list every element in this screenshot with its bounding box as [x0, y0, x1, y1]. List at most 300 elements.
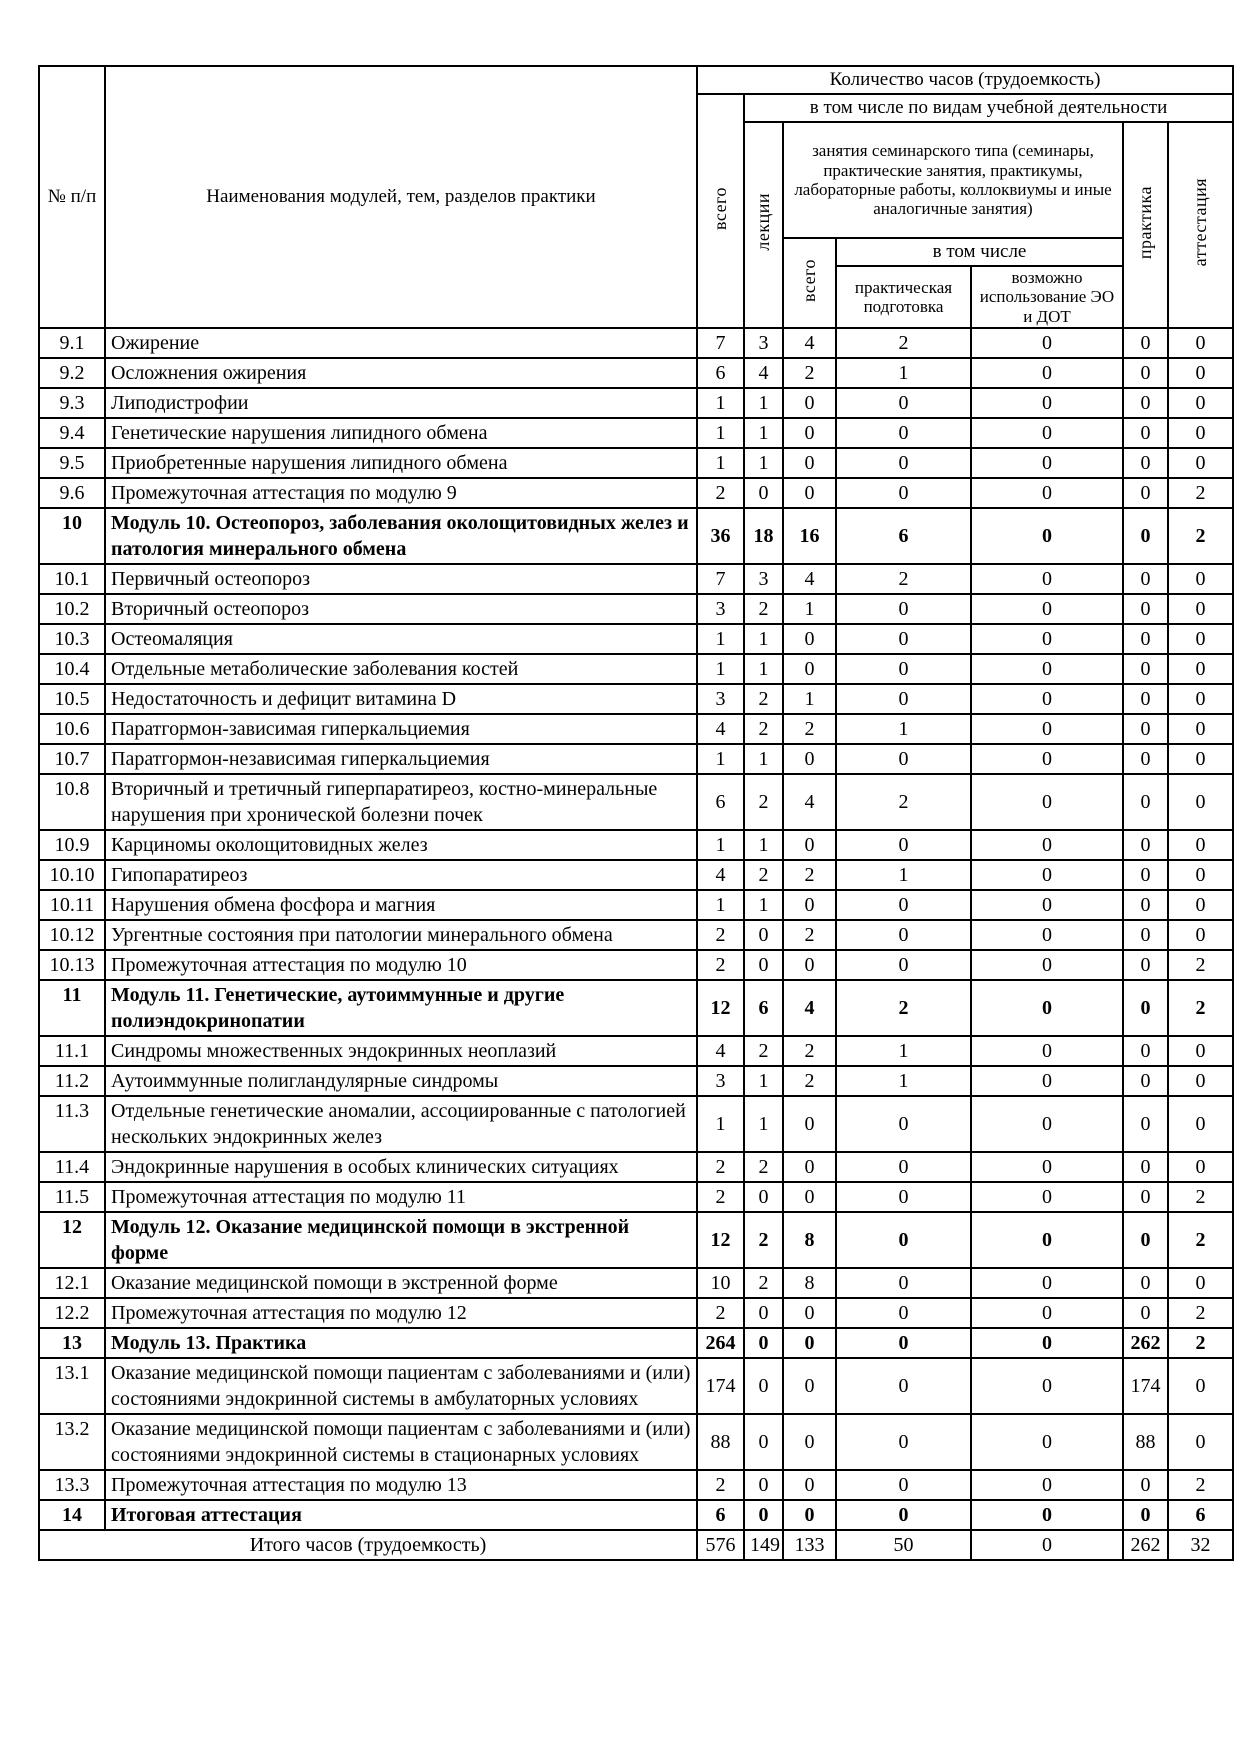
hours-cell: 2 — [1168, 980, 1233, 1036]
header-eo-dot: возможно использование ЭО и ДОТ — [971, 266, 1123, 328]
hours-cell: 0 — [1123, 980, 1168, 1036]
hours-cell: 0 — [836, 1096, 971, 1152]
row-title-cell: Липодистрофии — [105, 388, 697, 418]
hours-cell: 2 — [1168, 1298, 1233, 1328]
hours-cell: 0 — [783, 1328, 836, 1358]
hours-cell: 0 — [1123, 594, 1168, 624]
hours-cell: 1 — [744, 448, 783, 478]
totals-label: Итого часов (трудоемкость) — [39, 1530, 697, 1560]
row-title-cell: Оказание медицинской помощи в экстренной форме — [105, 1268, 697, 1298]
row-title-cell: Синдромы множественных эндокринных неоплазий — [105, 1036, 697, 1066]
hours-cell: 2 — [836, 564, 971, 594]
row-title-cell: Паратгормон-зависимая гиперкальциемия — [105, 714, 697, 744]
hours-cell: 0 — [744, 1414, 783, 1470]
row-number-cell: 9.1 — [39, 328, 105, 358]
hours-cell: 7 — [697, 564, 744, 594]
hours-cell: 0 — [971, 1470, 1123, 1500]
hours-cell: 0 — [971, 1500, 1123, 1530]
hours-cell: 0 — [836, 920, 971, 950]
header-practical-training: практическая подготовка — [836, 266, 971, 328]
hours-cell: 2 — [783, 358, 836, 388]
hours-cell: 0 — [836, 448, 971, 478]
table-row — [39, 564, 1233, 594]
row-number-cell: 13 — [39, 1328, 105, 1358]
hours-cell: 2 — [783, 1036, 836, 1066]
hours-cell: 1 — [697, 388, 744, 418]
hours-cell: 0 — [971, 594, 1123, 624]
hours-cell: 0 — [1123, 950, 1168, 980]
row-number-cell: 10.5 — [39, 684, 105, 714]
table-row — [39, 358, 1233, 388]
header-total: всего — [697, 94, 744, 328]
hours-cell: 4 — [783, 564, 836, 594]
hours-cell: 10 — [697, 1268, 744, 1298]
hours-cell: 0 — [1123, 1298, 1168, 1328]
hours-cell: 1 — [744, 624, 783, 654]
row-title-cell: Отдельные генетические аномалии, ассоциированные с патологией нескольких эндокринных желез — [105, 1096, 697, 1152]
hours-cell: 0 — [1123, 860, 1168, 890]
totals-value: 576 — [697, 1530, 744, 1560]
hours-cell: 0 — [783, 1298, 836, 1328]
hours-cell: 0 — [836, 478, 971, 508]
row-number-cell: 10 — [39, 508, 105, 564]
hours-cell: 2 — [697, 950, 744, 980]
totals-value: 32 — [1168, 1530, 1233, 1560]
hours-cell: 4 — [783, 774, 836, 830]
hours-cell: 0 — [1168, 1096, 1233, 1152]
hours-cell: 0 — [1123, 920, 1168, 950]
table-body — [39, 328, 1233, 1530]
table-row — [39, 714, 1233, 744]
hours-cell: 174 — [697, 1358, 744, 1414]
row-title-cell: Оказание медицинской помощи пациентам с заболеваниями и (или) состояниями эндокринной системы в стационарных условиях — [105, 1414, 697, 1470]
hours-cell: 0 — [836, 654, 971, 684]
row-title-cell: Промежуточная аттестация по модулю 10 — [105, 950, 697, 980]
row-title-cell: Недостаточность и дефицит витамина D — [105, 684, 697, 714]
row-number-cell: 10.3 — [39, 624, 105, 654]
hours-cell: 0 — [1123, 388, 1168, 418]
row-number-cell: 9.4 — [39, 418, 105, 448]
hours-cell: 0 — [1123, 1212, 1168, 1268]
hours-cell: 0 — [1123, 1152, 1168, 1182]
hours-cell: 0 — [1123, 448, 1168, 478]
row-number-cell: 12.2 — [39, 1298, 105, 1328]
hours-cell: 0 — [971, 890, 1123, 920]
hours-cell: 0 — [1123, 1470, 1168, 1500]
hours-cell: 8 — [783, 1212, 836, 1268]
hours-cell: 0 — [1123, 564, 1168, 594]
hours-cell: 262 — [1123, 1328, 1168, 1358]
hours-cell: 0 — [836, 388, 971, 418]
hours-cell: 2 — [744, 714, 783, 744]
hours-cell: 0 — [836, 1358, 971, 1414]
hours-cell: 0 — [1168, 1036, 1233, 1066]
hours-cell: 0 — [836, 1182, 971, 1212]
hours-cell: 1 — [744, 890, 783, 920]
hours-cell: 0 — [971, 564, 1123, 594]
row-title-cell: Промежуточная аттестация по модулю 12 — [105, 1298, 697, 1328]
hours-cell: 0 — [783, 448, 836, 478]
hours-cell: 8 — [783, 1268, 836, 1298]
header-module-names: Наименования модулей, тем, разделов практики — [105, 66, 697, 328]
row-number-cell: 10.6 — [39, 714, 105, 744]
hours-cell: 0 — [1168, 1358, 1233, 1414]
header-row-number: № п/п — [39, 66, 105, 328]
hours-cell: 0 — [971, 358, 1123, 388]
hours-cell: 0 — [1168, 744, 1233, 774]
table-row — [39, 328, 1233, 358]
hours-cell: 4 — [783, 328, 836, 358]
hours-cell: 0 — [836, 1268, 971, 1298]
hours-cell: 7 — [697, 328, 744, 358]
hours-cell: 0 — [971, 1328, 1123, 1358]
hours-cell: 2 — [1168, 508, 1233, 564]
hours-cell: 2 — [1168, 478, 1233, 508]
hours-cell: 88 — [1123, 1414, 1168, 1470]
table-row — [39, 654, 1233, 684]
hours-cell: 1 — [783, 594, 836, 624]
row-number-cell: 9.6 — [39, 478, 105, 508]
hours-cell: 0 — [971, 744, 1123, 774]
hours-cell: 0 — [1123, 890, 1168, 920]
hours-cell: 1 — [744, 388, 783, 418]
hours-cell: 0 — [744, 1470, 783, 1500]
row-number-cell: 9.3 — [39, 388, 105, 418]
hours-cell: 0 — [836, 1414, 971, 1470]
hours-cell: 0 — [971, 1096, 1123, 1152]
row-title-cell: Промежуточная аттестация по модулю 9 — [105, 478, 697, 508]
hours-cell: 264 — [697, 1328, 744, 1358]
table-row — [39, 1298, 1233, 1328]
row-number-cell: 11.3 — [39, 1096, 105, 1152]
hours-cell: 1 — [744, 1096, 783, 1152]
hours-cell: 0 — [783, 1182, 836, 1212]
hours-cell: 0 — [744, 1328, 783, 1358]
header-by-activity-group: в том числе по видам учебной деятельности — [744, 94, 1233, 122]
table-row — [39, 744, 1233, 774]
hours-cell: 0 — [971, 508, 1123, 564]
row-title-cell: Генетические нарушения липидного обмена — [105, 418, 697, 448]
hours-cell: 1 — [744, 418, 783, 448]
hours-cell: 2 — [744, 684, 783, 714]
hours-cell: 0 — [971, 388, 1123, 418]
hours-cell: 0 — [783, 624, 836, 654]
hours-cell: 1 — [744, 1066, 783, 1096]
table-row — [39, 388, 1233, 418]
hours-cell: 6 — [697, 1500, 744, 1530]
hours-cell: 0 — [836, 744, 971, 774]
hours-cell: 1 — [697, 830, 744, 860]
hours-cell: 0 — [836, 1470, 971, 1500]
row-number-cell: 10.7 — [39, 744, 105, 774]
hours-cell: 0 — [1123, 358, 1168, 388]
hours-cell: 0 — [836, 1298, 971, 1328]
hours-cell: 1 — [697, 448, 744, 478]
hours-cell: 3 — [697, 594, 744, 624]
hours-cell: 2 — [836, 980, 971, 1036]
hours-cell: 36 — [697, 508, 744, 564]
hours-cell: 3 — [744, 564, 783, 594]
table-row — [39, 1358, 1233, 1414]
hours-cell: 0 — [971, 1036, 1123, 1066]
hours-cell: 0 — [1168, 774, 1233, 830]
row-title-cell: Модуль 13. Практика — [105, 1328, 697, 1358]
hours-cell: 0 — [971, 980, 1123, 1036]
hours-cell: 0 — [783, 1414, 836, 1470]
hours-cell: 2 — [744, 860, 783, 890]
hours-cell: 1 — [744, 744, 783, 774]
hours-cell: 0 — [1168, 624, 1233, 654]
hours-cell: 0 — [971, 418, 1123, 448]
row-number-cell: 13.3 — [39, 1470, 105, 1500]
hours-cell: 2 — [744, 594, 783, 624]
hours-cell: 3 — [697, 1066, 744, 1096]
hours-cell: 12 — [697, 980, 744, 1036]
hours-cell: 2 — [697, 478, 744, 508]
table-footer — [39, 1530, 1233, 1560]
hours-cell: 2 — [783, 714, 836, 744]
table-row — [39, 624, 1233, 654]
hours-cell: 1 — [697, 418, 744, 448]
hours-cell: 0 — [836, 418, 971, 448]
table-row — [39, 890, 1233, 920]
hours-cell: 2 — [697, 920, 744, 950]
hours-cell: 2 — [1168, 1328, 1233, 1358]
hours-cell: 2 — [783, 920, 836, 950]
table-row — [39, 860, 1233, 890]
row-number-cell: 13.2 — [39, 1414, 105, 1470]
hours-cell: 0 — [1168, 1152, 1233, 1182]
table-row — [39, 478, 1233, 508]
hours-cell: 0 — [971, 1414, 1123, 1470]
row-title-cell: Паратгормон-независимая гиперкальциемия — [105, 744, 697, 774]
hours-cell: 1 — [697, 1096, 744, 1152]
hours-cell: 0 — [1168, 448, 1233, 478]
hours-cell: 2 — [744, 1036, 783, 1066]
hours-cell: 0 — [783, 1500, 836, 1530]
row-number-cell: 11.1 — [39, 1036, 105, 1066]
row-title-cell: Модуль 12. Оказание медицинской помощи в экстренной форме — [105, 1212, 697, 1268]
table-row — [39, 950, 1233, 980]
hours-cell: 1 — [744, 654, 783, 684]
hours-cell: 0 — [971, 1358, 1123, 1414]
table-row — [39, 774, 1233, 830]
hours-cell: 0 — [971, 714, 1123, 744]
hours-cell: 0 — [1123, 1268, 1168, 1298]
hours-cell: 0 — [783, 1358, 836, 1414]
hours-cell: 4 — [783, 980, 836, 1036]
row-title-cell: Карциномы околощитовидных желез — [105, 830, 697, 860]
hours-cell: 0 — [1123, 714, 1168, 744]
hours-cell: 0 — [1168, 1066, 1233, 1096]
hours-cell: 0 — [744, 1500, 783, 1530]
hours-cell: 0 — [971, 624, 1123, 654]
table-row — [39, 1182, 1233, 1212]
totals-value: 133 — [783, 1530, 836, 1560]
row-number-cell: 13.1 — [39, 1358, 105, 1414]
hours-cell: 1 — [836, 860, 971, 890]
hours-cell: 2 — [744, 1152, 783, 1182]
hours-cell: 0 — [783, 478, 836, 508]
hours-cell: 0 — [744, 1358, 783, 1414]
totals-value: 262 — [1123, 1530, 1168, 1560]
totals-value: 149 — [744, 1530, 783, 1560]
hours-cell: 0 — [971, 448, 1123, 478]
hours-cell: 6 — [697, 774, 744, 830]
header-hours-group: Количество часов (трудоемкость) — [697, 66, 1233, 94]
table-row — [39, 1036, 1233, 1066]
hours-cell: 0 — [836, 890, 971, 920]
table-row — [39, 980, 1233, 1036]
hours-cell: 0 — [1123, 1066, 1168, 1096]
hours-cell: 0 — [836, 624, 971, 654]
hours-cell: 0 — [971, 774, 1123, 830]
totals-value: 0 — [971, 1530, 1123, 1560]
row-title-cell: Аутоиммунные полигландулярные синдромы — [105, 1066, 697, 1096]
row-title-cell: Нарушения обмена фосфора и магния — [105, 890, 697, 920]
hours-cell: 0 — [783, 1096, 836, 1152]
hours-cell: 1 — [836, 1036, 971, 1066]
row-title-cell: Итоговая аттестация — [105, 1500, 697, 1530]
hours-cell: 6 — [836, 508, 971, 564]
hours-cell: 0 — [971, 654, 1123, 684]
hours-cell: 2 — [744, 1212, 783, 1268]
table-row — [39, 418, 1233, 448]
hours-cell: 0 — [836, 1328, 971, 1358]
hours-cell: 0 — [744, 478, 783, 508]
hours-cell: 0 — [971, 328, 1123, 358]
hours-cell: 0 — [971, 684, 1123, 714]
hours-cell: 0 — [971, 478, 1123, 508]
hours-cell: 0 — [836, 830, 971, 860]
table-row — [39, 448, 1233, 478]
header-seminar-group: занятия семинарского типа (семинары, практические занятия, практикумы, лабораторные работы, коллоквиумы и иные аналогичные занятия) — [783, 122, 1123, 238]
hours-cell: 18 — [744, 508, 783, 564]
hours-cell: 2 — [1168, 1470, 1233, 1500]
table-row — [39, 594, 1233, 624]
hours-cell: 0 — [1168, 714, 1233, 744]
hours-cell: 1 — [836, 714, 971, 744]
hours-cell: 0 — [1123, 1096, 1168, 1152]
row-number-cell: 10.10 — [39, 860, 105, 890]
header-lectures: лекции — [744, 122, 783, 328]
hours-cell: 0 — [744, 1182, 783, 1212]
hours-cell: 0 — [1123, 684, 1168, 714]
row-title-cell: Вторичный и третичный гиперпаратиреоз, костно-минеральные нарушения при хронической болезни почек — [105, 774, 697, 830]
hours-cell: 0 — [1123, 1036, 1168, 1066]
hours-cell: 1 — [697, 744, 744, 774]
hours-cell: 0 — [1123, 654, 1168, 684]
row-number-cell: 10.1 — [39, 564, 105, 594]
header-seminar-total: всего — [783, 238, 836, 328]
hours-cell: 6 — [697, 358, 744, 388]
hours-cell: 0 — [744, 920, 783, 950]
hours-cell: 0 — [783, 1152, 836, 1182]
hours-cell: 4 — [697, 860, 744, 890]
table-row — [39, 1066, 1233, 1096]
header-attestation: аттестация — [1168, 122, 1233, 328]
hours-cell: 0 — [1168, 328, 1233, 358]
hours-cell: 0 — [1123, 774, 1168, 830]
table-row — [39, 1470, 1233, 1500]
table-row — [39, 1096, 1233, 1152]
hours-cell: 2 — [744, 774, 783, 830]
hours-cell: 0 — [836, 1152, 971, 1182]
row-title-cell: Оказание медицинской помощи пациентам с заболеваниями и (или) состояниями эндокринной системы в амбулаторных условиях — [105, 1358, 697, 1414]
row-title-cell: Модуль 10. Остеопороз, заболевания околощитовидных желез и патология минерального обмена — [105, 508, 697, 564]
hours-cell: 2 — [783, 1066, 836, 1096]
hours-cell: 3 — [744, 328, 783, 358]
row-number-cell: 10.12 — [39, 920, 105, 950]
hours-cell: 1 — [836, 358, 971, 388]
row-number-cell: 11.5 — [39, 1182, 105, 1212]
hours-cell: 6 — [1168, 1500, 1233, 1530]
table-row — [39, 1212, 1233, 1268]
hours-cell: 0 — [1123, 1500, 1168, 1530]
hours-cell: 0 — [1168, 564, 1233, 594]
hours-cell: 0 — [783, 654, 836, 684]
table-row — [39, 684, 1233, 714]
row-title-cell: Промежуточная аттестация по модулю 11 — [105, 1182, 697, 1212]
hours-cell: 0 — [1168, 684, 1233, 714]
hours-cell: 0 — [1168, 860, 1233, 890]
hours-cell: 12 — [697, 1212, 744, 1268]
hours-cell: 0 — [744, 1298, 783, 1328]
curriculum-hours-table — [38, 65, 1234, 1561]
row-number-cell: 10.2 — [39, 594, 105, 624]
row-title-cell: Отдельные метаболические заболевания костей — [105, 654, 697, 684]
hours-cell: 0 — [1123, 1182, 1168, 1212]
row-number-cell: 10.11 — [39, 890, 105, 920]
row-number-cell: 11.4 — [39, 1152, 105, 1182]
row-title-cell: Эндокринные нарушения в особых клинических ситуациях — [105, 1152, 697, 1182]
hours-cell: 0 — [836, 1212, 971, 1268]
table-row — [39, 1328, 1233, 1358]
hours-cell: 1 — [697, 890, 744, 920]
hours-cell: 1 — [836, 1066, 971, 1096]
row-number-cell: 12 — [39, 1212, 105, 1268]
hours-cell: 0 — [783, 388, 836, 418]
row-title-cell: Ургентные состояния при патологии минерального обмена — [105, 920, 697, 950]
row-number-cell: 11.2 — [39, 1066, 105, 1096]
hours-cell: 0 — [1168, 890, 1233, 920]
table-row — [39, 1414, 1233, 1470]
row-title-cell: Остеомаляция — [105, 624, 697, 654]
hours-cell: 1 — [783, 684, 836, 714]
hours-cell: 0 — [783, 418, 836, 448]
hours-cell: 1 — [697, 654, 744, 684]
hours-cell: 2 — [697, 1152, 744, 1182]
hours-cell: 0 — [1168, 358, 1233, 388]
hours-cell: 0 — [1123, 328, 1168, 358]
hours-cell: 0 — [1123, 478, 1168, 508]
row-title-cell: Промежуточная аттестация по модулю 13 — [105, 1470, 697, 1500]
hours-cell: 0 — [971, 1298, 1123, 1328]
row-number-cell: 14 — [39, 1500, 105, 1530]
hours-cell: 0 — [1123, 418, 1168, 448]
hours-cell: 0 — [971, 1212, 1123, 1268]
row-title-cell: Гипопаратиреоз — [105, 860, 697, 890]
header-including: в том числе — [836, 238, 1123, 266]
hours-cell: 6 — [744, 980, 783, 1036]
row-number-cell: 10.8 — [39, 774, 105, 830]
hours-cell: 88 — [697, 1414, 744, 1470]
hours-cell: 0 — [783, 890, 836, 920]
hours-cell: 2 — [836, 774, 971, 830]
hours-cell: 0 — [1168, 830, 1233, 860]
row-title-cell: Ожирение — [105, 328, 697, 358]
hours-cell: 4 — [697, 1036, 744, 1066]
